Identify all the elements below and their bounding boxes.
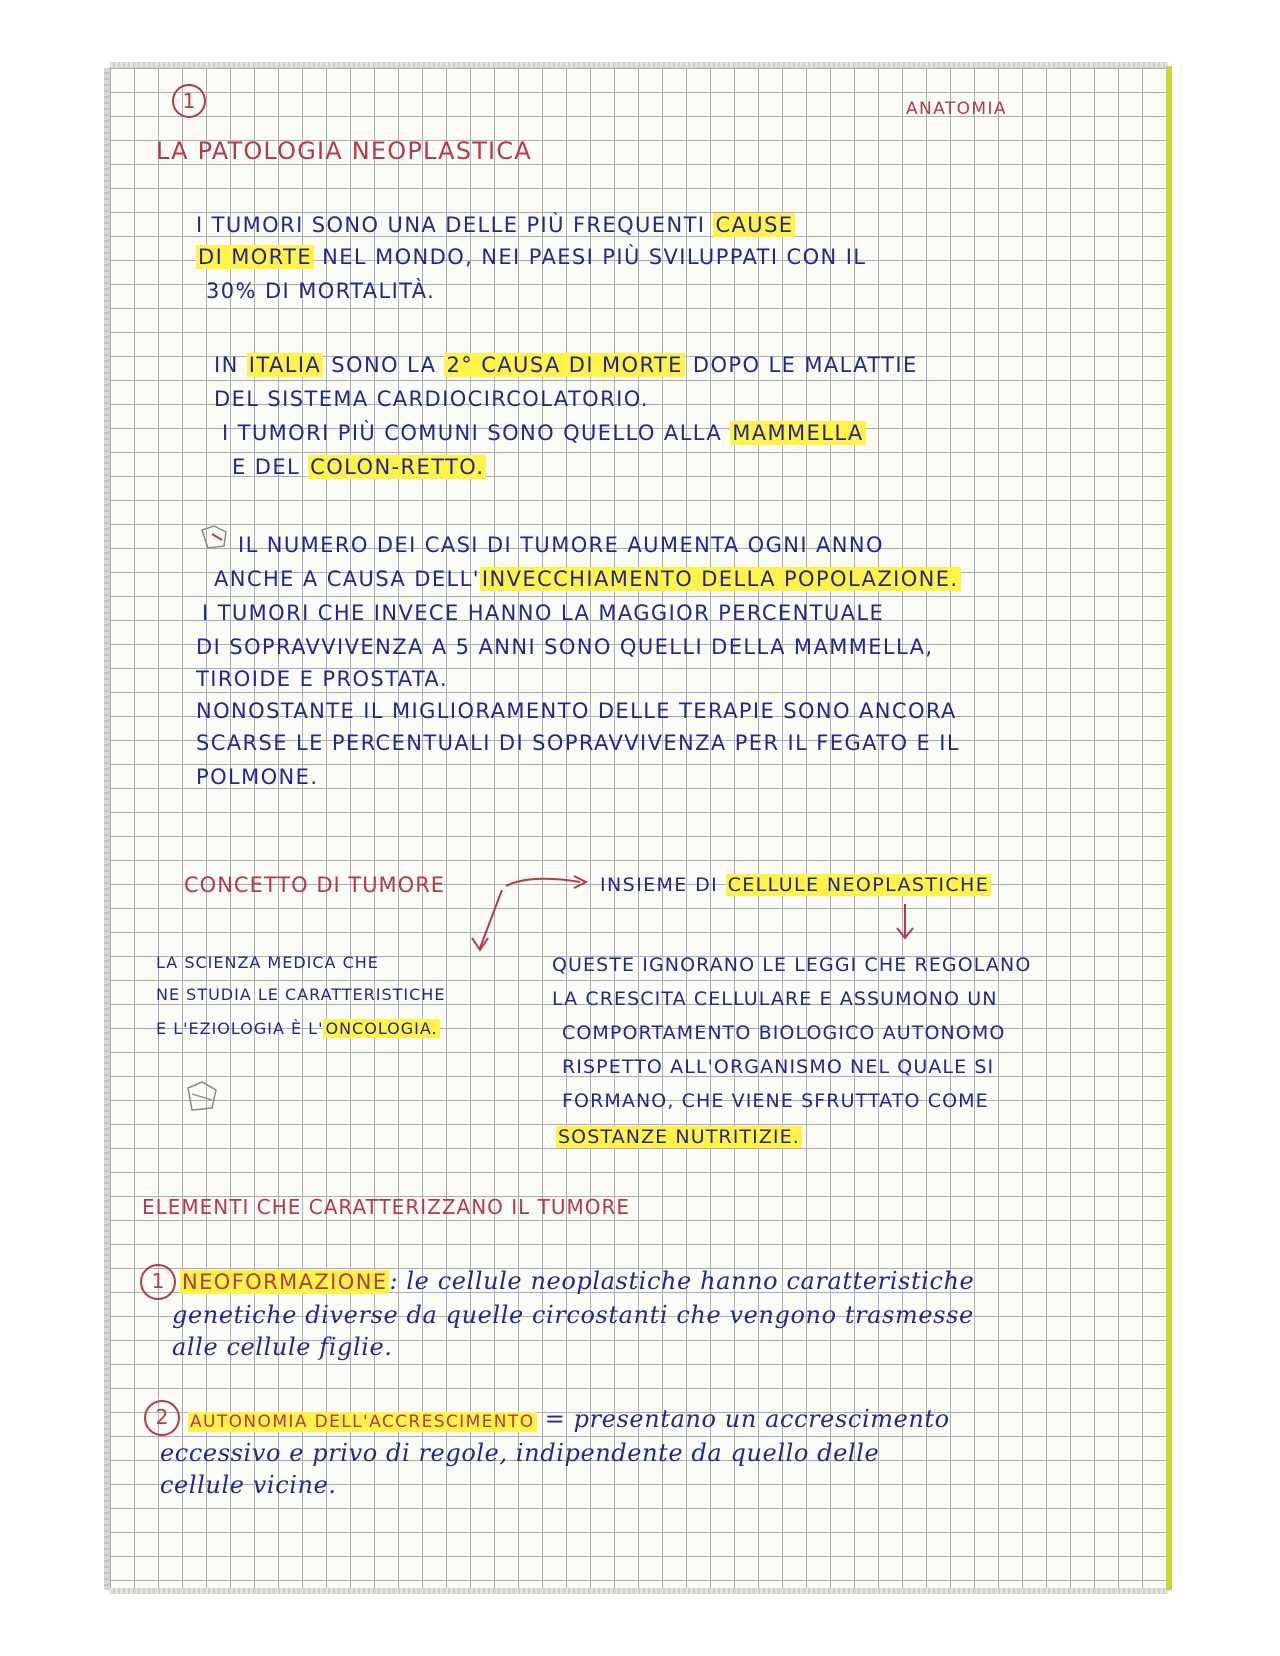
intro-line-1: I TUMORI SONO UNA DELLE PIÙ FREQUENTI CAUSE [196, 213, 794, 237]
item-1-line-3: alle cellule figlie. [172, 1333, 393, 1361]
concetto-right-line-1: QUESTE IGNORANO LE LEGGI CHE REGOLANO [552, 954, 1032, 976]
numero-line-6: NONOSTANTE IL MIGLIORAMENTO DELLE TERAPIE SONO ANCORA [196, 699, 957, 723]
notebook-cover-edge [1166, 66, 1172, 1590]
italia-line-2: DEL SISTEMA CARDIOCIRCOLATORIO. [214, 387, 649, 411]
concetto-definition: INSIEME DI CELLULE NEOPLASTICHE [600, 874, 990, 896]
italia-line-3: I TUMORI PIÙ COMUNI SONO QUELLO ALLA MAMMELLA [222, 421, 864, 445]
concetto-left-line-1: LA SCIENZA MEDICA CHE [156, 953, 379, 972]
numero-line-7: SCARSE LE PERCENTUALI DI SOPRAVVIVENZA PER IL FEGATO E IL [196, 731, 960, 755]
item-2-line-3: cellule vicine. [160, 1471, 337, 1499]
numero-line-1: IL NUMERO DEI CASI DI TUMORE AUMENTA OGNI ANNO [238, 533, 884, 557]
numero-line-5: TIROIDE E PROSTATA. [196, 667, 448, 691]
concetto-left-line-3: E L'EZIOLOGIA È L' ONCOLOGIA. [156, 1019, 438, 1038]
item-2-line-2: eccessivo e privo di regole, indipendente da quello delle [160, 1439, 880, 1467]
concetto-right-line-6: SOSTANZE NUTRITIZIE. [558, 1126, 800, 1148]
intro-line-3: 30% DI MORTALITÀ. [206, 279, 436, 303]
item-2-line-1: AUTONOMIA DELL'ACCRESCIMENTO = presentano un accrescimento [190, 1405, 950, 1433]
item-1-number: 1 [140, 1264, 176, 1300]
numero-line-3: I TUMORI CHE INVECE HANNO LA MAGGIOR PERCENTUALE [202, 601, 885, 625]
item-2-number: 2 [144, 1400, 180, 1436]
concetto-heading: CONCETTO DI TUMORE [184, 873, 446, 897]
concetto-right-line-3: COMPORTAMENTO BIOLOGICO AUTONOMO [562, 1022, 1006, 1044]
numero-line-8: POLMONE. [196, 765, 319, 789]
numero-line-2: ANCHE A CAUSA DELL'INVECCHIAMENTO DELLA POPOLAZIONE. [214, 567, 959, 591]
page-number: 1 [172, 84, 206, 118]
concetto-left-line-2: NE STUDIA LE CARATTERISTICHE [156, 985, 446, 1004]
down-arrow-icon [890, 902, 920, 942]
numero-line-4: DI SOPRAVVIVENZA A 5 ANNI SONO QUELLI DELLA MAMMELLA, [196, 635, 934, 659]
italia-line-1: IN ITALIA SONO LA 2° CAUSA DI MORTE DOPO LE MALATTIE [214, 353, 918, 377]
intro-line-2: DI MORTE NEL MONDO, NEI PAESI PIÙ SVILUPPATI CON IL [198, 245, 867, 269]
concetto-right-line-2: LA CRESCITA CELLULARE E ASSUMONO UN [552, 988, 998, 1010]
pencil-sketch-icon [198, 522, 232, 552]
elementi-heading: ELEMENTI CHE CARATTERIZZANO IL TUMORE [142, 1195, 631, 1219]
page-title: LA PATOLOGIA NEOPLASTICA [156, 137, 532, 165]
italia-line-4: E DEL COLON-RETTO. [232, 455, 485, 479]
pencil-sketch-icon-2 [182, 1078, 222, 1114]
subject-label: ANATOMIA [906, 99, 1007, 119]
item-1-line-2: genetiche diverse da quelle circostanti che vengono trasmesse [172, 1301, 974, 1329]
paper-edge-bottom [110, 1588, 1168, 1594]
concetto-right-line-4: RISPETTO ALL'ORGANISMO NEL QUALE SI [562, 1056, 995, 1078]
concetto-right-line-5: FORMANO, CHE VIENE SFRUTTATO COME [562, 1090, 989, 1112]
item-1-line-1: NEOFORMAZIONE: le cellule neoplastiche hanno caratteristiche [182, 1267, 975, 1295]
